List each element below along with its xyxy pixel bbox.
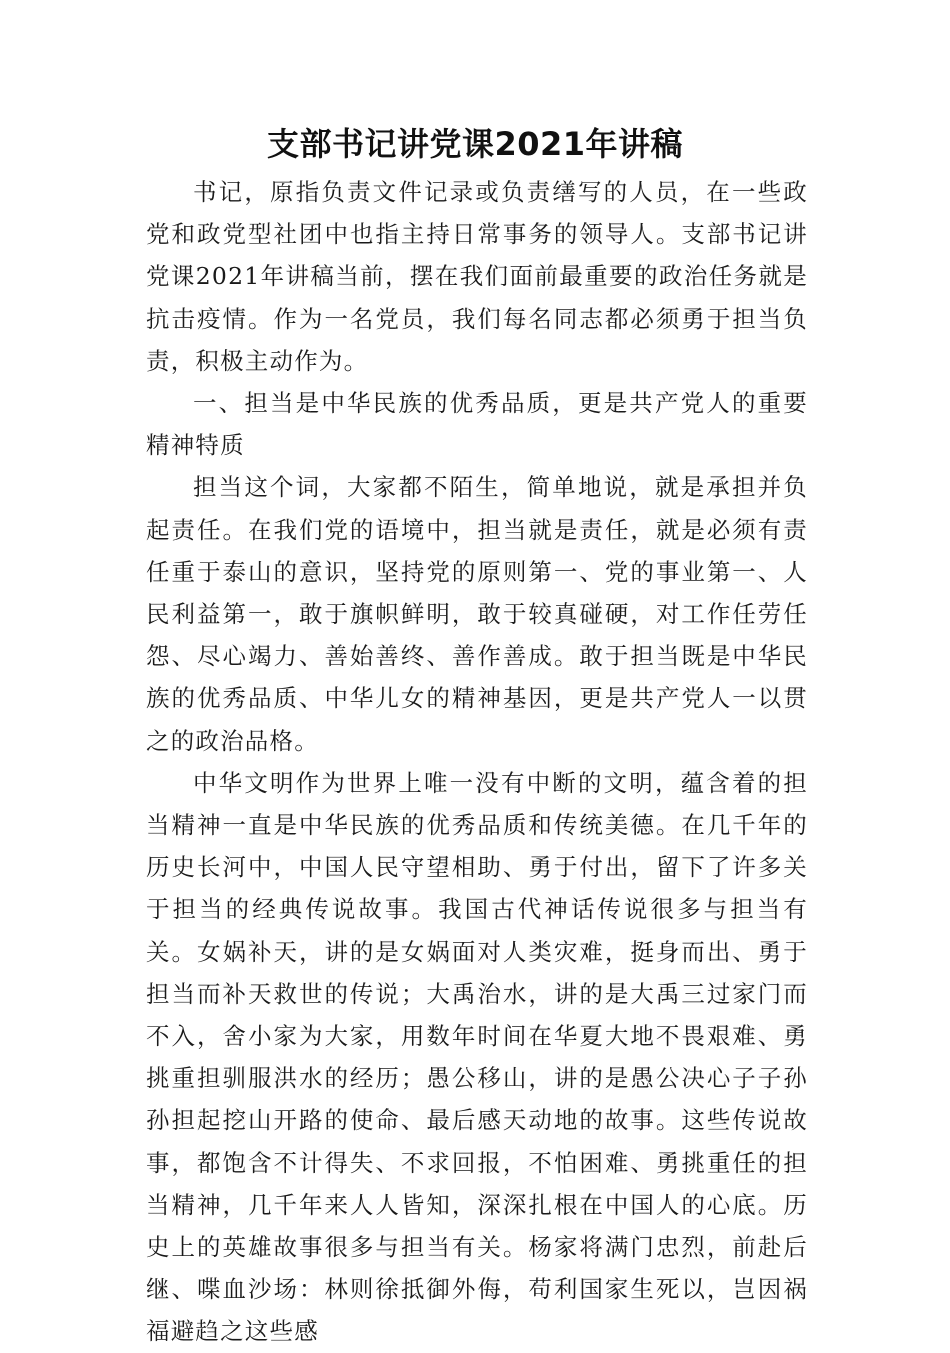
paragraph-responsibility: 担当这个词，大家都不陌生，简单地说，就是承担并负起责任。在我们党的语境中，担当就是责任，就是必须有责任重于泰山的意识，坚持党的原则第一、党的事业第一、人民利益第一，敢于旗帜鲜明，敢于较真碰硬，对工作任劳任怨、尽心竭力、善始善终、善作善成。敢于担当既是中华民族的优秀品质、中华儿女的精神基因，更是共产党人一以贯之的政治品格。 [146, 473, 808, 755]
section-heading-1: 一、担当是中华民族的优秀品质，更是共产党人的重要精神特质 [146, 389, 808, 460]
paragraph-civilization: 中华文明作为世界上唯一没有中断的文明，蕴含着的担当精神一直是中华民族的优秀品质和传统美德。在几千年的历史长河中，中国人民守望相助、勇于付出，留下了许多关于担当的经典传说故事。我国古代神话传说很多与担当有关。女娲补天，讲的是女娲面对人类灾难，挺身而出、勇于担当而补天救世的传说；大禹治水，讲的是大禹三过家门而不入，舍小家为大家，用数年时间在华夏大地不畏艰难、勇挑重担驯服洪水的经历；愚公移山，讲的是愚公决心子子孙孙担起挖山开路的使命、最后感天动地的故事。这些传说故事，都饱含不计得失、不求回报，不怕困难、勇挑重任的担当精神，几千年来人人皆知，深深扎根在中国人的心底。历史上的英雄故事很多与担当有关。杨家将满门忠烈，前赴后继、喋血沙场：林则徐抵御外侮，苟利国家生死以，岂因祸福避趋之这些感 [146, 768, 808, 1346]
paragraph-intro: 书记，原指负责文件记录或负责缮写的人员，在一些政党和政党型社团中也指主持日常事务的领导人。支部书记讲党课2021年讲稿当前，摆在我们面前最重要的政治任务就是抗击疫情。作为一名党员，我们每名同志都必须勇于担当负责，积极主动作为。 [146, 178, 808, 375]
document-title: 支部书记讲党课2021年讲稿 [266, 125, 684, 163]
document-body [146, 171, 808, 1353]
